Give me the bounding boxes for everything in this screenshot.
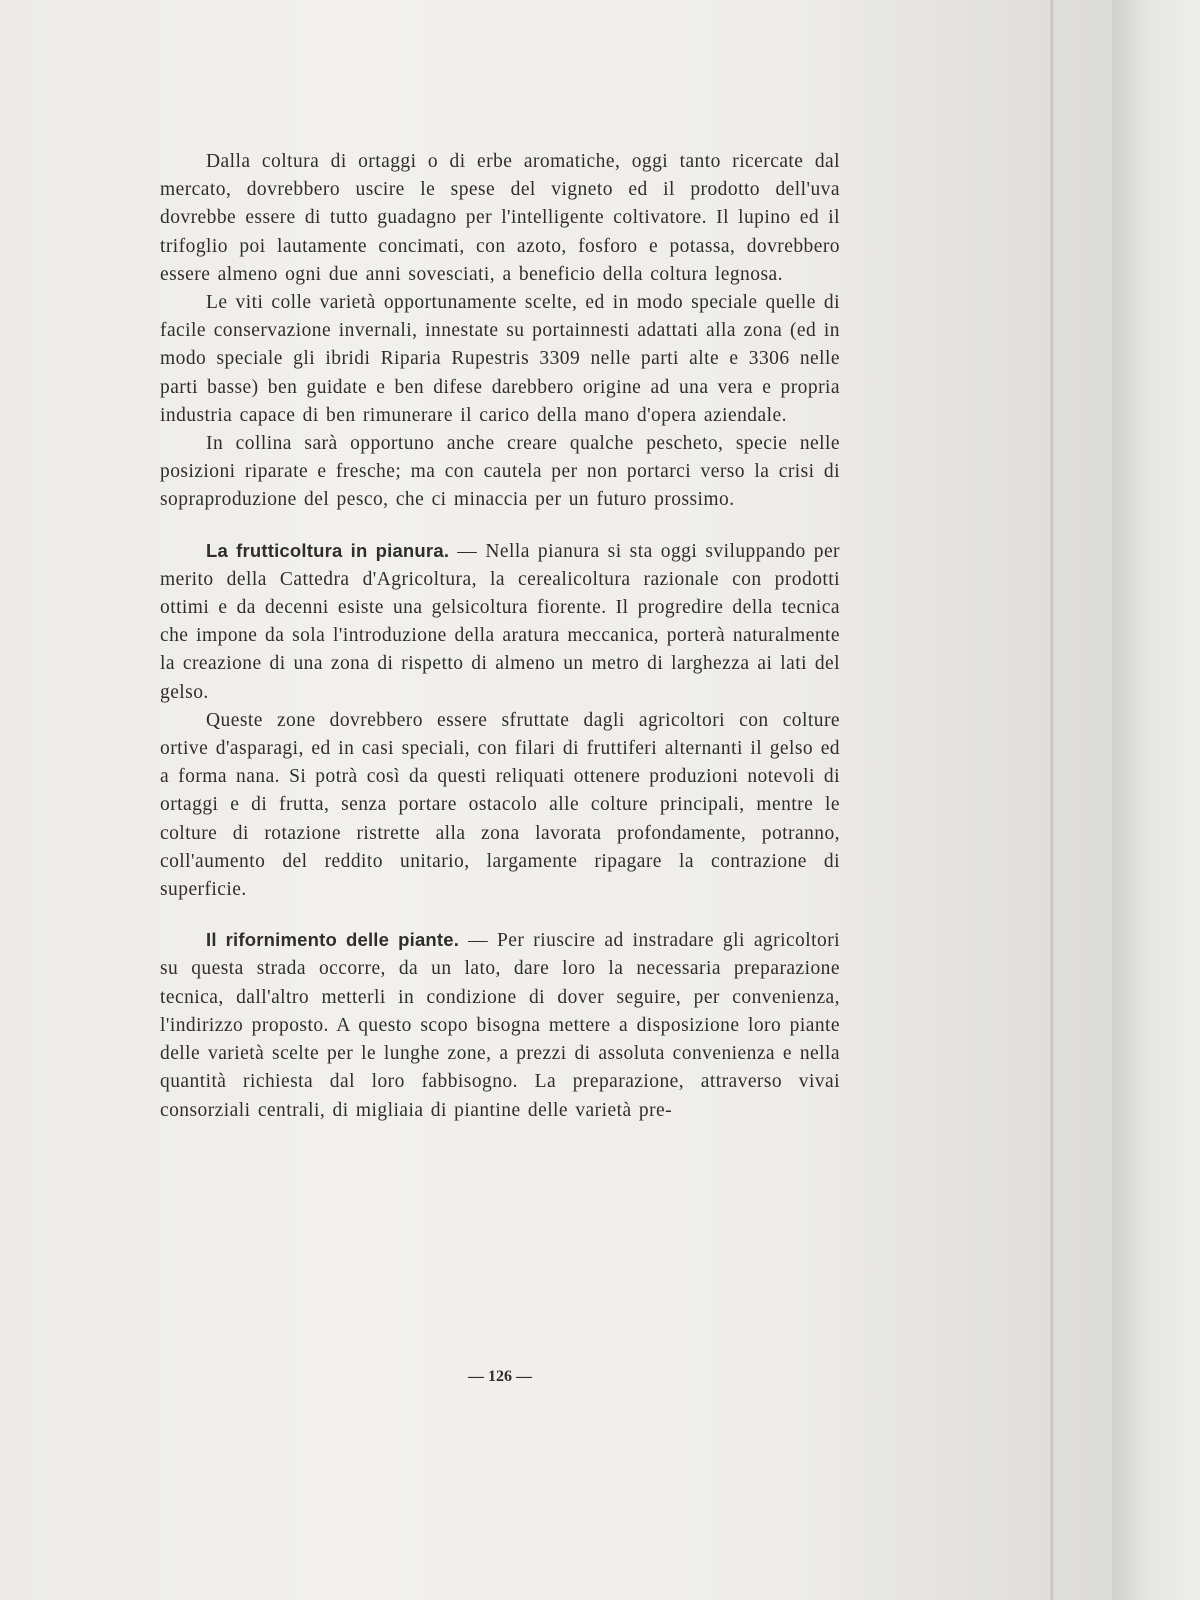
paragraph-with-heading bbox=[160, 926, 840, 1124]
body-text bbox=[160, 148, 840, 1125]
paragraph: Le viti colle varietà opportunamente scelte, ed in modo speciale quelle di facile conservazione invernali, innestate su portainnesti adattati alla zona (ed in modo speciale gli ibridi Riparia Rupestris 3309 nelle parti alte e 3306 nelle parti basse) ben guidate e ben difese darebbero origine ad una vera e propria industria capace di ben rimunerare il carico della mano d'opera aziendale. bbox=[160, 292, 840, 426]
page-gutter-shadow bbox=[1050, 0, 1054, 1600]
paragraph-text: — Per riuscire ad instradare gli agricoltori su questa strada occorre, da un lato, dare loro la necessaria preparazione tecnica, dall'altro metterli in condizione di dover seguire, per convenienza, l'indirizzo proposto. A questo scopo bisogna mettere a disposizione loro piante delle varietà scelte per le lunghe zone, a prezzi di assoluta convenienza e nella quantità richiesta dal loro fabbisogno. La preparazione, attraverso vivai consorziali centrali, di migliaia di piantine delle varietà pre- bbox=[160, 930, 841, 1121]
paragraph: Dalla coltura di ortaggi o di erbe aromatiche, oggi tanto ricercate dal mercato, dovrebbero uscire le spese del vigneto ed il prodotto dell'uva dovrebbe essere di tutto guadagno per l'intelligente coltivatore. Il lupino ed il trifoglio poi lautamente concimati, con azoto, fosforo e potassa, dovrebbero essere almeno ogni due anni sovesciati, a beneficio della coltura legnosa. bbox=[160, 151, 840, 285]
section-heading: Il rifornimento delle piante. bbox=[206, 929, 460, 951]
next-page-edge bbox=[1112, 0, 1200, 1600]
page-number: — 126 — bbox=[468, 1368, 532, 1385]
paragraph-text: — Nella pianura si sta oggi sviluppando per merito della Cattedra d'Agricoltura, la cerealicoltura razionale con prodotti ottimi e da decenni esiste una gelsicoltura fiorente. Il progredire della tecnica che impone da sola l'introduzione della aratura meccanica, porterà naturalmente la creazione di una zona di rispetto di almeno un metro di larghezza ai lati del gelso. bbox=[160, 540, 840, 703]
paragraph: In collina sarà opportuno anche creare qualche pescheto, specie nelle posizioni riparate e fresche; ma con cautela per non portarci verso la crisi di sopraproduzione del pesco, che ci minaccia per un futuro prossimo. bbox=[160, 433, 840, 511]
paragraph: Queste zone dovrebbero essere sfruttate dagli agricoltori con colture ortive d'asparagi, ed in casi speciali, con filari di fruttiferi alternanti il gelso ed a forma nana. Si potrà così da questi reliquati ottenere produzioni notevoli di ortaggi e di frutta, senza portare ostacolo alle colture principali, mentre le colture di rotazione ristrette alla zona lavorata profondamente, potranno, coll'aumento del reddito unitario, largamente ripagare la contrazione di superficie. bbox=[160, 709, 840, 901]
paragraph-with-heading bbox=[160, 537, 840, 707]
section-heading: La frutticoltura in pianura. bbox=[206, 539, 450, 561]
